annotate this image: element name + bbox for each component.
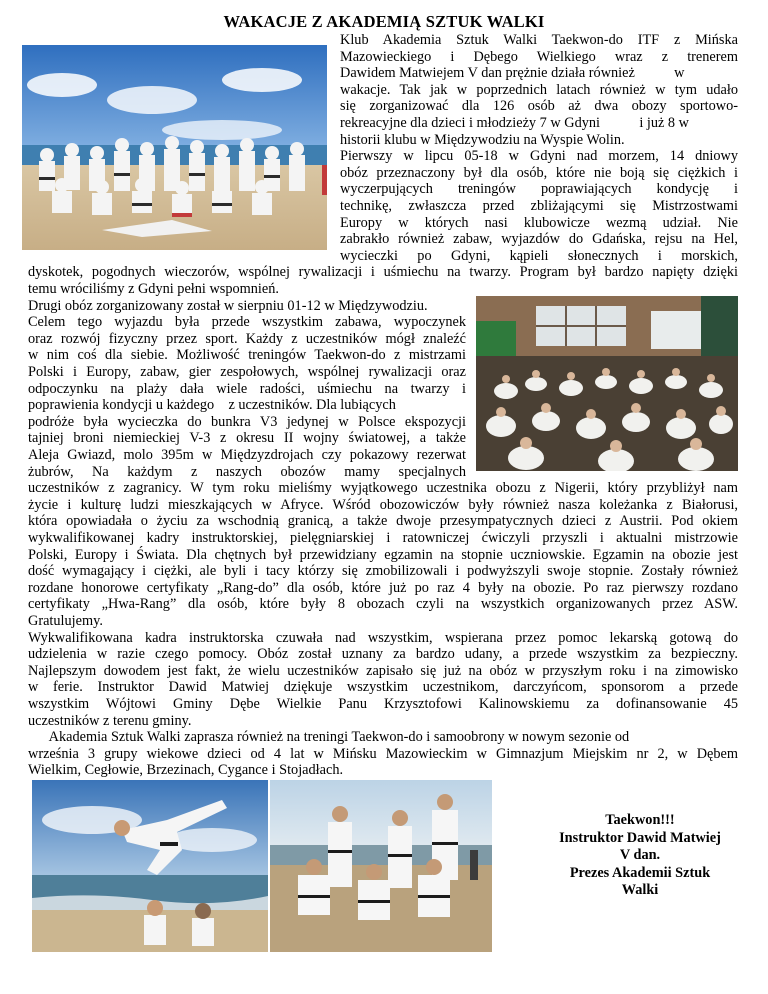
text-line: wyczerpujących treningów poprawiających kondycję i	[340, 181, 738, 198]
text-line: poprawienia kondycji u każdego z uczestników. Dla lubiących	[28, 397, 396, 414]
signature-line: Prezes Akademii Sztuk	[569, 864, 711, 881]
signature-line: Instruktor Dawid Matwiej	[559, 829, 721, 846]
text-line: dyskotek, pogodnych wieczorów, wspólnej rywalizacji i uśmiechu na twarzy. Program był bardzo napięty dzięki	[28, 264, 738, 281]
text-line: Akademia Sztuk Walki zaprasza również na treningi Taekwon-do i samoobrony w nowym sezonie od	[28, 729, 630, 746]
text-line: wykwalifikowanej kadry instruktorskiej, pielęgniarskiej i ratowniczej ćwiczyli przyszli i aktualni mistrzowie	[28, 530, 738, 546]
text-line: która opowiadała o życiu za wschodnią granicą, a także dwoje przesympatycznych dzieci z Austrii. Pod okiem	[28, 513, 738, 530]
text-line: rekreacyjne dla dzieci i młodzieży 7 w Gdyni i już 8 w	[340, 115, 689, 131]
text-line: technikę, zwłaszcza przed zbliżającymi się Mistrzostwami	[340, 198, 738, 214]
text-line: Wielkim, Cegłowie, Brzezinach, Cygance i Stojadłach.	[28, 762, 344, 779]
text-line: Celem tego wyjazdu była przede wszystkim zabawa, wypoczynek	[28, 314, 466, 331]
text-line: Gratulujemy.	[28, 613, 103, 629]
text-line: Mazowieckiego i Dębego Wielkiego wraz z trenerem	[340, 48, 738, 65]
text-line: udzielenia w razie czego pomocy. Obóz został uznany za bardzo udany, a przede wszystkim za bezpieczny.	[28, 646, 738, 663]
text-line: żubrów, Na każdym z naszych obozów mamy specjalnych	[28, 463, 466, 480]
text-line: historii klubu w Międzywodziu na Wyspie Wolin.	[340, 131, 625, 148]
text-line: wszystkim Wójtowi Gminy Dębe Wielkie Panu Krzysztofowi Kalinowskiemu za dofinansowanie 45	[28, 696, 738, 712]
signature-block	[540, 812, 740, 900]
text-line: rozdane honorowe certyfikaty „Rang-do” dla osób, które już po raz 4 były na obozie. Po raz pierwszy rozdano	[28, 579, 738, 596]
text-line: życie i kulturę ludzi mieszkających w Afryce. Wśród obozowiczów były również nasza koleżanka z Białorusi,	[28, 496, 738, 513]
signature-line: Taekwon!!!	[605, 812, 675, 828]
text-line: Drugi obóz zorganizowany został w sierpniu 01-12 w Międzywodziu.	[28, 297, 428, 314]
text-line: Wykwalifikowana kadra instruktorska czuwała nad wszystkim, wspierana przez pomoc lekarską gotową do	[28, 629, 738, 646]
text-line: obóz przeznaczony był dla osób, które nie boją się ciężkich i	[340, 164, 738, 181]
text-line: Dawidem Matwiejem V dan prężnie działa również w	[340, 65, 685, 82]
text-line: Polski i Europy, zabaw, gier zespołowych, wspólnej rywalizacji oraz	[28, 364, 466, 380]
text-line: w nim coś dla siebie. Możliwość treningów Taekwon-do z mistrzami	[28, 347, 466, 364]
text-line: temu wróciliśmy z Gdyni pełni wspomnień.	[28, 281, 279, 297]
text-line: dość wymagający i ciężki, ale byli i tacy którzy się zmobilizowali i podwyższyli swoje stopnie. Zostały również	[28, 563, 738, 580]
beach-kick-photo	[32, 780, 268, 952]
text-line: Aleja Gwiazd, molo 395m w Międzyzdrojach czy pokazowy rezerwat	[28, 447, 466, 463]
text-line: uczestników z zagranicy. W tym roku mieliśmy wyjątkowego uczestnika obozu z Nigerii, który przybliżył nam	[28, 480, 738, 497]
text-line: Najlepszym dowodem jest fakt, że wielu uczestników zapisało się już na obóz w przyszłym roku i na zimowisko	[28, 662, 738, 679]
text-line: podróże była wycieczka do bunkra V3 jedynej w Polsce ekspozycji	[28, 413, 466, 430]
training-hall-photo	[476, 296, 738, 471]
text-line: certyfikaty „Hwa-Rang” dla osób, które były 8 obozach czyli na wszystkich organizowanych przez ASW.	[28, 596, 738, 613]
text-line: Europy w których nasi klubowicze wezmą udział. Nie	[340, 214, 738, 231]
text-line: wakacje. Tak jak w poprzednich latach również w tym udało	[340, 81, 738, 98]
text-line: uczestników z terenu gminy.	[28, 712, 192, 729]
signature-line: V dan.	[619, 847, 661, 863]
text-line: tajniej broni niemieckiej V-3 z okresu II wojny światowej, a także	[28, 430, 466, 447]
text-line: Polski, Europy i Świata. Dla chętnych był przewidziany egzamin na stopnie uczniowskie. Egzamin na obozie jest	[28, 546, 738, 563]
text-line: się zorganizować dla 126 osób aż dwa obozy sportowo-	[340, 98, 738, 115]
text-line: Klub Akademia Sztuk Walki Taekwon-do ITF z Mińska	[340, 32, 738, 48]
signature-line: Walki	[621, 882, 659, 898]
text-line: września 3 grupy wiekowe dzieci od 4 lat w Mińsku Mazowieckim w Gimnazjum Miejskim nr 2, w Dębem	[28, 745, 738, 762]
text-line: odpoczynku na plaży dała wiele radości, uśmiechu na twarzy i	[28, 380, 466, 397]
instructors-group-photo	[270, 780, 492, 952]
text-line: zabrakło również zabaw, wyjazdów do Gdańska, rejsu na Hel,	[340, 231, 738, 248]
text-line: oraz rozwój fizyczny przez sport. Każdy z uczestników mógł znaleźć	[28, 330, 466, 347]
beach-group-photo	[22, 45, 327, 250]
text-line: Pierwszy w lipcu 05-18 w Gdyni nad morzem, 14 dniowy	[340, 148, 738, 165]
page-title: WAKACJE Z AKADEMIĄ SZTUK WALKI	[223, 12, 545, 31]
text-line: w ferie. Instruktor Dawid Matwiej dziękuje wszystkim uczestnikom, darczyńcom, sponsorom a przede	[28, 679, 738, 696]
text-line: wycieczki po Gdyni, kąpieli słonecznych i morskich,	[340, 247, 738, 264]
